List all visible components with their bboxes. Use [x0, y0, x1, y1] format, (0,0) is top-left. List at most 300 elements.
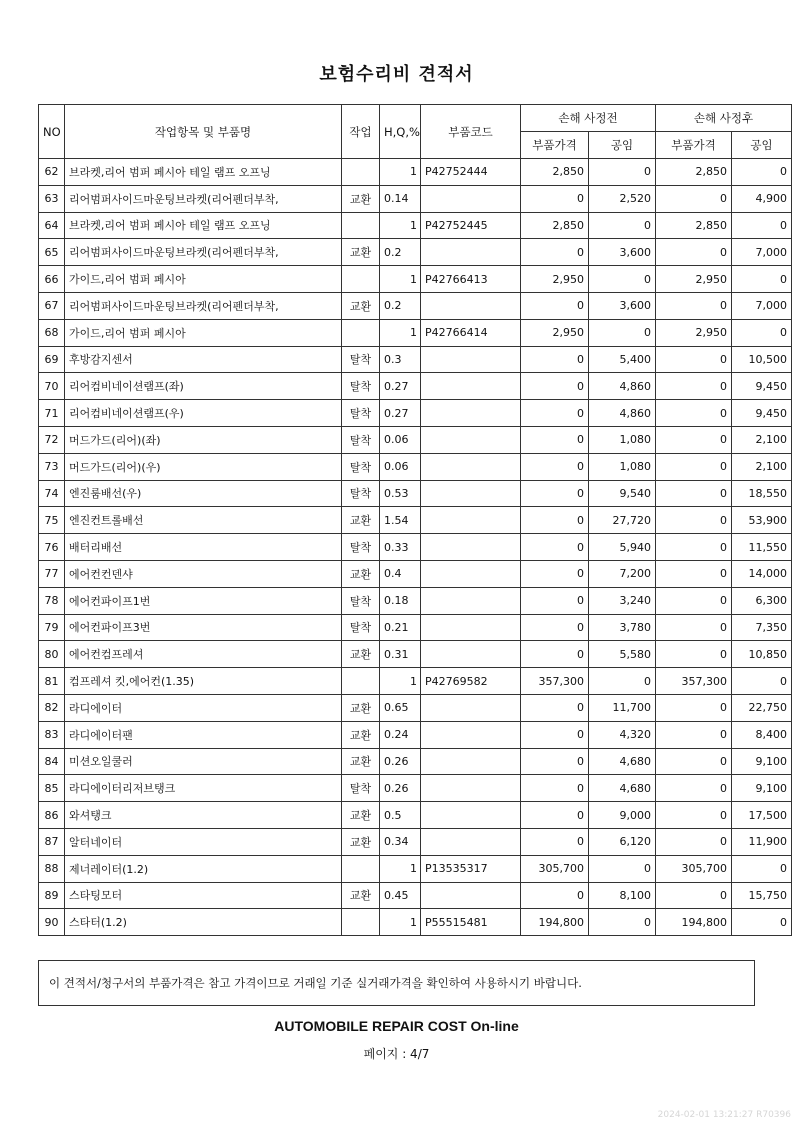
- after-part-price: 0: [656, 239, 732, 266]
- after-part-price: 305,700: [656, 855, 732, 882]
- hq-value: 0.26: [380, 775, 421, 802]
- before-labor: 5,400: [589, 346, 656, 373]
- after-labor: 0: [732, 159, 792, 186]
- before-part-price: 0: [521, 802, 589, 829]
- work-type: 탈착: [342, 534, 380, 561]
- before-part-price: 0: [521, 587, 589, 614]
- work-type: 교환: [342, 292, 380, 319]
- header-after-adjustment: 손해 사정후: [656, 105, 792, 132]
- item-name: 엔진룸배선(우): [65, 480, 342, 507]
- before-part-price: 357,300: [521, 668, 589, 695]
- after-part-price: 0: [656, 346, 732, 373]
- before-part-price: 0: [521, 534, 589, 561]
- work-type: 교환: [342, 721, 380, 748]
- row-no: 76: [39, 534, 65, 561]
- before-part-price: 0: [521, 748, 589, 775]
- work-type: 교환: [342, 560, 380, 587]
- work-type: [342, 855, 380, 882]
- after-labor: 10,850: [732, 641, 792, 668]
- document-title: 보험수리비 견적서: [319, 64, 474, 85]
- hq-value: 1: [380, 855, 421, 882]
- after-labor: 4,900: [732, 185, 792, 212]
- after-labor: 6,300: [732, 587, 792, 614]
- hq-value: 0.34: [380, 828, 421, 855]
- row-no: 85: [39, 775, 65, 802]
- table-row: [39, 855, 792, 882]
- header-after-labor: 공임: [732, 132, 792, 159]
- header-before-part-price: 부품가격: [521, 132, 589, 159]
- part-code: [421, 400, 521, 427]
- header-item: 작업항목 및 부품명: [65, 105, 342, 159]
- after-labor: 0: [732, 212, 792, 239]
- part-code: [421, 426, 521, 453]
- before-part-price: 0: [521, 346, 589, 373]
- part-code: [421, 641, 521, 668]
- item-name: 리어범퍼사이드마운팅브라켓(리어펜더부착,: [65, 239, 342, 266]
- work-type: [342, 266, 380, 293]
- item-name: 리어범퍼사이드마운팅브라켓(리어펜더부착,: [65, 185, 342, 212]
- row-no: 80: [39, 641, 65, 668]
- work-type: 교환: [342, 802, 380, 829]
- after-part-price: 0: [656, 373, 732, 400]
- item-name: 가이드,리어 범퍼 페시아: [65, 266, 342, 293]
- before-labor: 4,680: [589, 748, 656, 775]
- table-header: [39, 105, 792, 159]
- table-row: [39, 239, 792, 266]
- hq-value: 0.3: [380, 346, 421, 373]
- after-labor: 53,900: [732, 507, 792, 534]
- row-no: 82: [39, 694, 65, 721]
- before-part-price: 0: [521, 775, 589, 802]
- before-labor: 3,600: [589, 292, 656, 319]
- table-row: [39, 480, 792, 507]
- hq-value: 0.18: [380, 587, 421, 614]
- part-code: [421, 614, 521, 641]
- before-labor: 7,200: [589, 560, 656, 587]
- table-row: [39, 694, 792, 721]
- part-code: [421, 882, 521, 909]
- after-part-price: 0: [656, 882, 732, 909]
- hq-value: 1: [380, 266, 421, 293]
- after-part-price: 0: [656, 721, 732, 748]
- after-labor: 8,400: [732, 721, 792, 748]
- part-code: [421, 828, 521, 855]
- item-name: 브라켓,리어 범퍼 페시아 테일 램프 오프닝: [65, 212, 342, 239]
- after-labor: 11,550: [732, 534, 792, 561]
- before-labor: 1,080: [589, 426, 656, 453]
- part-code: [421, 694, 521, 721]
- work-type: 탈착: [342, 426, 380, 453]
- hq-value: 0.2: [380, 239, 421, 266]
- before-part-price: 305,700: [521, 855, 589, 882]
- hq-value: 0.33: [380, 534, 421, 561]
- item-name: 알터네이터: [65, 828, 342, 855]
- hq-value: 1: [380, 319, 421, 346]
- hq-value: 0.21: [380, 614, 421, 641]
- price-notice: 이 견적서/청구서의 부품가격은 참고 가격이므로 거래일 기준 실거래가격을 확인하여 사용하시기 바랍니다.: [38, 960, 755, 1006]
- before-part-price: 0: [521, 453, 589, 480]
- part-code: [421, 292, 521, 319]
- before-labor: 0: [589, 855, 656, 882]
- item-name: 에어컨컴프레셔: [65, 641, 342, 668]
- table-row: [39, 185, 792, 212]
- row-no: 86: [39, 802, 65, 829]
- item-name: 스타터(1.2): [65, 909, 342, 936]
- after-part-price: 0: [656, 802, 732, 829]
- before-labor: 0: [589, 909, 656, 936]
- part-code: [421, 507, 521, 534]
- hq-value: 0.06: [380, 426, 421, 453]
- table-row: [39, 909, 792, 936]
- item-name: 리어컴비네이션램프(좌): [65, 373, 342, 400]
- after-labor: 15,750: [732, 882, 792, 909]
- row-no: 63: [39, 185, 65, 212]
- print-timestamp: 2024-02-01 13:21:27 R70396: [657, 1110, 791, 1120]
- before-part-price: 0: [521, 185, 589, 212]
- work-type: 탈착: [342, 346, 380, 373]
- table-row: [39, 400, 792, 427]
- before-labor: 3,240: [589, 587, 656, 614]
- after-labor: 2,100: [732, 426, 792, 453]
- row-no: 74: [39, 480, 65, 507]
- hq-value: 0.06: [380, 453, 421, 480]
- row-no: 70: [39, 373, 65, 400]
- hq-value: 1: [380, 212, 421, 239]
- header-hq: H,Q,%: [380, 105, 421, 159]
- after-labor: 9,100: [732, 748, 792, 775]
- before-labor: 4,860: [589, 373, 656, 400]
- work-type: 교환: [342, 828, 380, 855]
- footer-title: AUTOMOBILE REPAIR COST On-line: [274, 1018, 519, 1034]
- work-type: 교환: [342, 185, 380, 212]
- before-part-price: 0: [521, 828, 589, 855]
- after-part-price: 0: [656, 587, 732, 614]
- work-type: 탈착: [342, 775, 380, 802]
- after-labor: 9,450: [732, 373, 792, 400]
- estimate-table: [38, 104, 792, 936]
- before-labor: 0: [589, 212, 656, 239]
- row-no: 87: [39, 828, 65, 855]
- after-labor: 10,500: [732, 346, 792, 373]
- before-labor: 4,320: [589, 721, 656, 748]
- before-labor: 0: [589, 668, 656, 695]
- after-labor: 0: [732, 668, 792, 695]
- before-part-price: 2,950: [521, 319, 589, 346]
- item-name: 리어범퍼사이드마운팅브라켓(리어펜더부착,: [65, 292, 342, 319]
- header-before-labor: 공임: [589, 132, 656, 159]
- item-name: 제너레이터(1.2): [65, 855, 342, 882]
- hq-value: 0.14: [380, 185, 421, 212]
- hq-value: 0.53: [380, 480, 421, 507]
- item-name: 배터리배선: [65, 534, 342, 561]
- hq-value: 1: [380, 909, 421, 936]
- after-part-price: 0: [656, 614, 732, 641]
- work-type: 탈착: [342, 587, 380, 614]
- table-row: [39, 319, 792, 346]
- before-part-price: 0: [521, 292, 589, 319]
- item-name: 리어컴비네이션램프(우): [65, 400, 342, 427]
- after-labor: 11,900: [732, 828, 792, 855]
- after-part-price: 0: [656, 560, 732, 587]
- header-no: NO: [39, 105, 65, 159]
- item-name: 라디에이터리저브탱크: [65, 775, 342, 802]
- before-part-price: 2,850: [521, 212, 589, 239]
- after-part-price: 0: [656, 641, 732, 668]
- before-part-price: 0: [521, 400, 589, 427]
- hq-value: 0.5: [380, 802, 421, 829]
- work-type: [342, 212, 380, 239]
- item-name: 에어컨파이프3번: [65, 614, 342, 641]
- before-part-price: 0: [521, 373, 589, 400]
- work-type: [342, 159, 380, 186]
- before-part-price: 194,800: [521, 909, 589, 936]
- part-code: [421, 560, 521, 587]
- row-no: 73: [39, 453, 65, 480]
- row-no: 90: [39, 909, 65, 936]
- after-labor: 9,100: [732, 775, 792, 802]
- hq-value: 1: [380, 668, 421, 695]
- table-row: [39, 560, 792, 587]
- before-labor: 9,540: [589, 480, 656, 507]
- header-part-code: 부품코드: [421, 105, 521, 159]
- part-code: P55515481: [421, 909, 521, 936]
- before-labor: 9,000: [589, 802, 656, 829]
- table-row: [39, 641, 792, 668]
- before-part-price: 0: [521, 721, 589, 748]
- table-row: [39, 882, 792, 909]
- after-labor: 7,000: [732, 239, 792, 266]
- after-part-price: 0: [656, 775, 732, 802]
- part-code: [421, 587, 521, 614]
- before-part-price: 0: [521, 426, 589, 453]
- part-code: [421, 185, 521, 212]
- after-part-price: 0: [656, 534, 732, 561]
- item-name: 에어컨파이프1번: [65, 587, 342, 614]
- before-part-price: 2,950: [521, 266, 589, 293]
- after-labor: 0: [732, 855, 792, 882]
- after-part-price: 0: [656, 828, 732, 855]
- item-name: 라디에이터: [65, 694, 342, 721]
- hq-value: 0.2: [380, 292, 421, 319]
- row-no: 67: [39, 292, 65, 319]
- after-labor: 17,500: [732, 802, 792, 829]
- before-labor: 5,940: [589, 534, 656, 561]
- table-row: [39, 534, 792, 561]
- part-code: [421, 239, 521, 266]
- part-code: [421, 775, 521, 802]
- after-labor: 2,100: [732, 453, 792, 480]
- before-part-price: 0: [521, 614, 589, 641]
- table-row: [39, 802, 792, 829]
- item-name: 후방감지센서: [65, 346, 342, 373]
- before-labor: 0: [589, 319, 656, 346]
- before-labor: 3,780: [589, 614, 656, 641]
- after-part-price: 0: [656, 480, 732, 507]
- before-labor: 4,680: [589, 775, 656, 802]
- work-type: 탈착: [342, 400, 380, 427]
- row-no: 66: [39, 266, 65, 293]
- item-name: 미션오일쿨러: [65, 748, 342, 775]
- item-name: 엔진컨트롤배선: [65, 507, 342, 534]
- row-no: 81: [39, 668, 65, 695]
- table-row: [39, 346, 792, 373]
- part-code: [421, 721, 521, 748]
- work-type: 탈착: [342, 480, 380, 507]
- item-name: 라디에이터팬: [65, 721, 342, 748]
- table-row: [39, 426, 792, 453]
- row-no: 89: [39, 882, 65, 909]
- item-name: 와셔탱크: [65, 802, 342, 829]
- before-labor: 6,120: [589, 828, 656, 855]
- hq-value: 0.27: [380, 373, 421, 400]
- after-part-price: 2,950: [656, 266, 732, 293]
- table-row: [39, 775, 792, 802]
- table-row: [39, 507, 792, 534]
- before-part-price: 0: [521, 694, 589, 721]
- table-row: [39, 828, 792, 855]
- work-type: 교환: [342, 641, 380, 668]
- table-row: [39, 292, 792, 319]
- part-code: [421, 453, 521, 480]
- header-after-part-price: 부품가격: [656, 132, 732, 159]
- row-no: 84: [39, 748, 65, 775]
- before-labor: 4,860: [589, 400, 656, 427]
- after-part-price: 0: [656, 185, 732, 212]
- part-code: P42766414: [421, 319, 521, 346]
- before-labor: 0: [589, 266, 656, 293]
- work-type: 탈착: [342, 614, 380, 641]
- header-work: 작업: [342, 105, 380, 159]
- table-row: [39, 212, 792, 239]
- item-name: 컴프레셔 킷,에어컨(1.35): [65, 668, 342, 695]
- row-no: 88: [39, 855, 65, 882]
- after-labor: 0: [732, 266, 792, 293]
- part-code: [421, 480, 521, 507]
- row-no: 75: [39, 507, 65, 534]
- after-part-price: 194,800: [656, 909, 732, 936]
- work-type: [342, 319, 380, 346]
- hq-value: 0.65: [380, 694, 421, 721]
- work-type: 교환: [342, 882, 380, 909]
- after-labor: 22,750: [732, 694, 792, 721]
- after-labor: 0: [732, 319, 792, 346]
- hq-value: 1.54: [380, 507, 421, 534]
- table-row: [39, 266, 792, 293]
- item-name: 에어컨컨덴샤: [65, 560, 342, 587]
- before-part-price: 0: [521, 507, 589, 534]
- table-row: [39, 453, 792, 480]
- page-number: 페이지 : 4/7: [363, 1047, 430, 1061]
- before-labor: 27,720: [589, 507, 656, 534]
- before-labor: 1,080: [589, 453, 656, 480]
- row-no: 65: [39, 239, 65, 266]
- table-row: [39, 614, 792, 641]
- after-part-price: 0: [656, 400, 732, 427]
- row-no: 78: [39, 587, 65, 614]
- work-type: 교환: [342, 694, 380, 721]
- table-row: [39, 721, 792, 748]
- work-type: [342, 909, 380, 936]
- row-no: 69: [39, 346, 65, 373]
- after-part-price: 0: [656, 507, 732, 534]
- after-part-price: 0: [656, 292, 732, 319]
- after-labor: 9,450: [732, 400, 792, 427]
- after-part-price: 2,950: [656, 319, 732, 346]
- part-code: P42752445: [421, 212, 521, 239]
- hq-value: 0.45: [380, 882, 421, 909]
- part-code: P13535317: [421, 855, 521, 882]
- before-part-price: 0: [521, 560, 589, 587]
- after-labor: 7,350: [732, 614, 792, 641]
- after-part-price: 2,850: [656, 212, 732, 239]
- row-no: 77: [39, 560, 65, 587]
- row-no: 71: [39, 400, 65, 427]
- table-row: [39, 159, 792, 186]
- after-labor: 14,000: [732, 560, 792, 587]
- after-labor: 0: [732, 909, 792, 936]
- part-code: P42752444: [421, 159, 521, 186]
- hq-value: 0.24: [380, 721, 421, 748]
- part-code: [421, 373, 521, 400]
- table-body: [39, 159, 792, 936]
- part-code: [421, 534, 521, 561]
- before-part-price: 0: [521, 239, 589, 266]
- after-part-price: 357,300: [656, 668, 732, 695]
- header-before-adjustment: 손해 사정전: [521, 105, 656, 132]
- before-labor: 11,700: [589, 694, 656, 721]
- before-part-price: 2,850: [521, 159, 589, 186]
- work-type: 탈착: [342, 453, 380, 480]
- row-no: 79: [39, 614, 65, 641]
- after-part-price: 0: [656, 453, 732, 480]
- before-labor: 0: [589, 159, 656, 186]
- table-row: [39, 373, 792, 400]
- before-labor: 5,580: [589, 641, 656, 668]
- item-name: 머드가드(리어)(좌): [65, 426, 342, 453]
- after-labor: 7,000: [732, 292, 792, 319]
- item-name: 가이드,리어 범퍼 페시아: [65, 319, 342, 346]
- row-no: 83: [39, 721, 65, 748]
- work-type: [342, 668, 380, 695]
- part-code: P42766413: [421, 266, 521, 293]
- before-part-price: 0: [521, 480, 589, 507]
- item-name: 스타팅모터: [65, 882, 342, 909]
- after-part-price: 0: [656, 748, 732, 775]
- before-labor: 8,100: [589, 882, 656, 909]
- part-code: [421, 346, 521, 373]
- hq-value: 0.27: [380, 400, 421, 427]
- before-part-price: 0: [521, 882, 589, 909]
- hq-value: 0.31: [380, 641, 421, 668]
- item-name: 머드가드(리어)(우): [65, 453, 342, 480]
- row-no: 64: [39, 212, 65, 239]
- before-part-price: 0: [521, 641, 589, 668]
- table-row: [39, 587, 792, 614]
- after-part-price: 0: [656, 694, 732, 721]
- row-no: 72: [39, 426, 65, 453]
- hq-value: 0.26: [380, 748, 421, 775]
- item-name: 브라켓,리어 범퍼 페시아 테일 램프 오프닝: [65, 159, 342, 186]
- work-type: 탈착: [342, 373, 380, 400]
- part-code: P42769582: [421, 668, 521, 695]
- after-part-price: 2,850: [656, 159, 732, 186]
- work-type: 교환: [342, 507, 380, 534]
- table-row: [39, 748, 792, 775]
- work-type: 교환: [342, 748, 380, 775]
- row-no: 68: [39, 319, 65, 346]
- hq-value: 1: [380, 159, 421, 186]
- part-code: [421, 748, 521, 775]
